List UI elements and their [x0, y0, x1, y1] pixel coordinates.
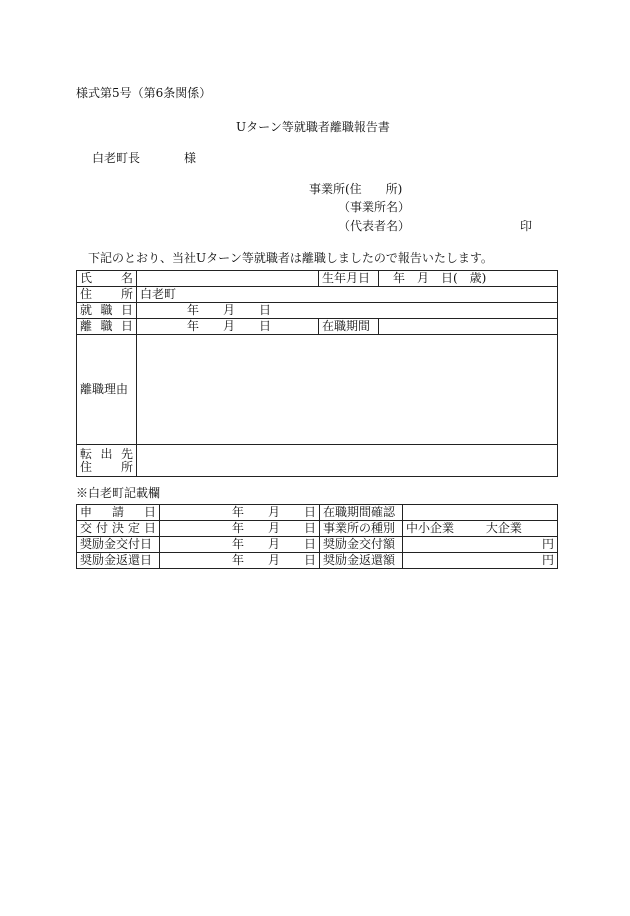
intro-text: 下記のとおり、当社Uターン等就職者は離職しましたので報告いたします。: [88, 251, 493, 265]
business-type-field[interactable]: [403, 521, 558, 537]
decision-date-label: 交付決定日: [77, 521, 160, 537]
return-amount-label: 奨励金返還額: [320, 553, 403, 569]
reason-label: 離職理由: [77, 335, 137, 445]
grant-date-value: 年 月 日: [231, 537, 316, 551]
addressee-honorific: 様: [184, 151, 197, 165]
grant-date-label: 奨励金交付日: [77, 537, 160, 553]
return-amount-field[interactable]: [403, 553, 558, 569]
town-table: [76, 504, 558, 569]
office-name-label: （事業所名）: [338, 200, 411, 214]
representative-label: （代表者名）: [338, 219, 411, 233]
town-section-label: ※白老町記載欄: [76, 486, 161, 500]
return-date-value: 年 月 日: [231, 553, 316, 567]
tenure-field[interactable]: [379, 319, 558, 335]
employment-date-field[interactable]: [137, 303, 558, 319]
birth-value: 年 月 日( 歳): [393, 271, 487, 285]
return-date-field[interactable]: [160, 553, 320, 569]
grant-date-field[interactable]: [160, 537, 320, 553]
seal-mark: 印: [520, 219, 533, 233]
decision-date-value: 年 月 日: [231, 521, 316, 535]
employment-date-value: 年 月 日: [187, 303, 272, 317]
addressee-name: 白老町長: [92, 151, 141, 165]
tenure-check-field[interactable]: [403, 505, 558, 521]
birth-label: 生年月日: [319, 271, 379, 287]
grant-amount-field[interactable]: [403, 537, 558, 553]
name-label: 氏 名: [77, 271, 137, 287]
birth-field[interactable]: [379, 271, 558, 287]
address-label: 住 所: [77, 287, 137, 303]
application-date-field[interactable]: [160, 505, 320, 521]
business-type-label: 事業所の種別: [320, 521, 403, 537]
new-address-label-2: 住 所: [80, 459, 133, 474]
form-number: 様式第5号（第6条関係）: [76, 86, 212, 100]
return-date-label: 奨励金返還日: [77, 553, 160, 569]
grant-amount-unit: 円: [541, 537, 554, 551]
leave-date-field[interactable]: [137, 319, 319, 335]
document-title: Uターン等就職者離職報告書: [236, 120, 390, 134]
tenure-label: 在職期間: [319, 319, 379, 335]
business-type-large: 大企業: [485, 521, 522, 535]
application-date-label: 申 請 日: [77, 505, 160, 521]
reason-field[interactable]: [137, 335, 558, 445]
leave-date-label: 離 職 日: [77, 319, 137, 335]
report-table: [76, 270, 558, 477]
application-date-value: 年 月 日: [231, 505, 316, 519]
new-address-label-1: 転 出 先: [80, 446, 133, 461]
office-address-label: 事業所(住 所): [309, 182, 403, 196]
address-value: 白老町: [140, 287, 177, 301]
name-field[interactable]: [137, 271, 319, 287]
decision-date-field[interactable]: [160, 521, 320, 537]
leave-date-value: 年 月 日: [187, 319, 272, 333]
business-type-sme: 中小企業: [406, 521, 455, 535]
employment-date-label: 就 職 日: [77, 303, 137, 319]
tenure-check-label: 在職期間確認: [320, 505, 403, 521]
grant-amount-label: 奨励金交付額: [320, 537, 403, 553]
new-address-label: [77, 445, 137, 477]
new-address-field[interactable]: [137, 445, 558, 477]
address-field[interactable]: [137, 287, 558, 303]
return-amount-unit: 円: [541, 553, 554, 567]
